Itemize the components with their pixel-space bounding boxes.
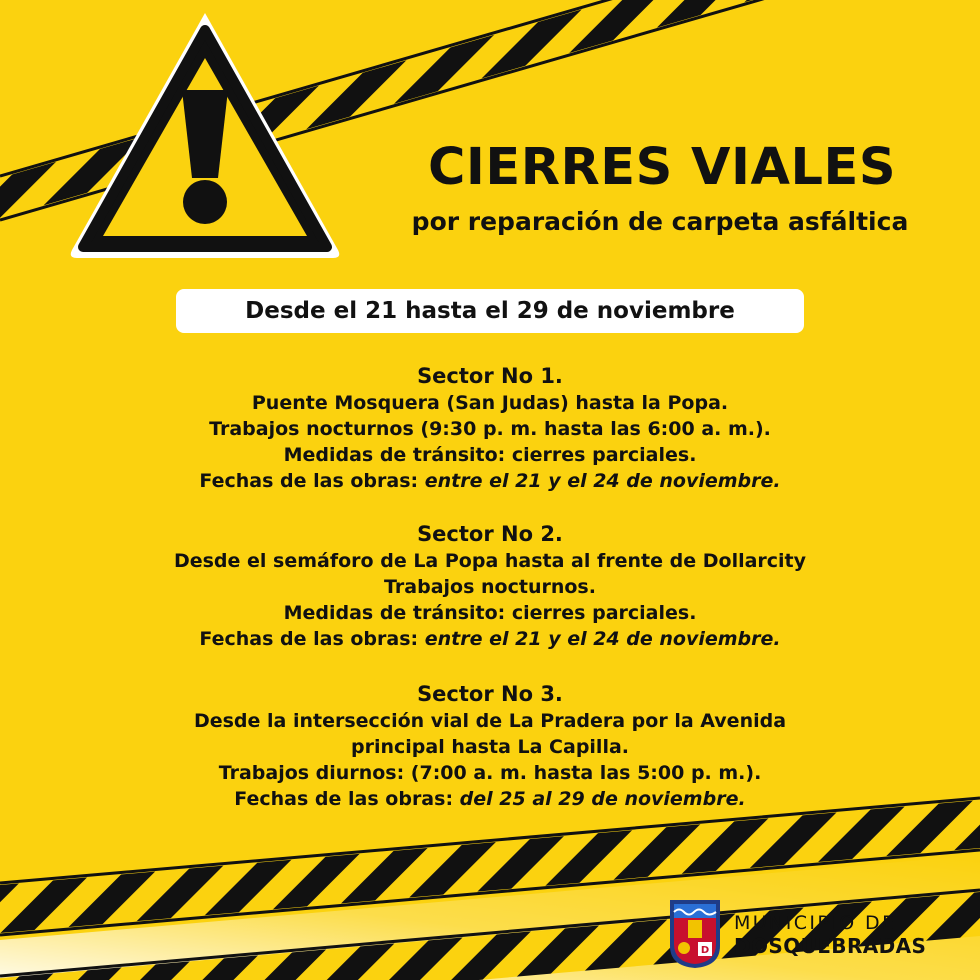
- dates-label: Fechas de las obras:: [234, 788, 454, 810]
- sector-dates: [100, 786, 880, 812]
- dates-label: Fechas de las obras:: [199, 470, 419, 492]
- municipality-logo: [668, 898, 968, 973]
- logo-line-1: MUNICIPIO DE: [734, 912, 897, 934]
- sector-dates: [100, 626, 880, 652]
- dates-label: Fechas de las obras:: [199, 628, 419, 650]
- sector-line: principal hasta La Capilla.: [351, 736, 629, 758]
- sector-title: Sector No 3.: [417, 682, 563, 706]
- date-range-banner: [176, 289, 804, 333]
- sector-dates: [100, 468, 880, 494]
- sector-line: Puente Mosquera (San Judas) hasta la Popa.: [251, 392, 729, 414]
- sector-line: Trabajos nocturnos.: [384, 576, 596, 598]
- sector-line: Desde la intersección vial de La Pradera por la Avenida: [193, 710, 787, 732]
- poster-subtitle: por reparación de carpeta asfáltica: [411, 207, 909, 236]
- sector-title: Sector No 2.: [417, 522, 563, 546]
- poster-title: CIERRES VIALES: [427, 138, 897, 197]
- warning-triangle-exclamation-icon: [71, 13, 339, 258]
- dates-value: entre el 21 y el 24 de noviembre.: [424, 628, 781, 650]
- sector-line: Desde el semáforo de La Popa hasta al frente de Dollarcity: [173, 550, 807, 572]
- logo-line-2: DOSQUEBRADAS: [734, 934, 927, 958]
- sector-2-block: [100, 520, 880, 652]
- dates-value: del 25 al 29 de noviembre.: [459, 788, 746, 810]
- sector-line: Medidas de tránsito: cierres parciales.: [283, 444, 697, 466]
- date-range-text: Desde el 21 hasta el 29 de noviembre: [245, 298, 735, 324]
- sector-1-block: [100, 362, 880, 494]
- sector-3-block: [100, 680, 880, 812]
- municipal-shield-icon: [668, 898, 722, 970]
- sector-line: Trabajos nocturnos (9:30 p. m. hasta las 6:00 a. m.).: [209, 418, 771, 440]
- svg-text:D: D: [700, 945, 710, 956]
- sector-title: Sector No 1.: [417, 364, 563, 388]
- dates-value: entre el 21 y el 24 de noviembre.: [424, 470, 781, 492]
- sector-line: Trabajos diurnos: (7:00 a. m. hasta las 5:00 p. m.).: [218, 762, 762, 784]
- sector-line: Medidas de tránsito: cierres parciales.: [283, 602, 697, 624]
